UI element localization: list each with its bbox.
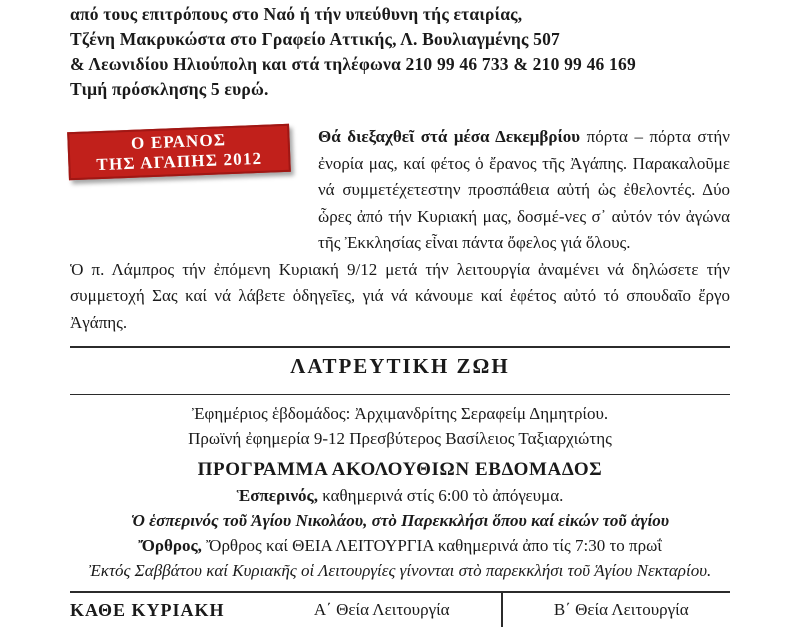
efimerios-line: Ἐφημέριος ἑβδομάδος: Ἀρχιμανδρίτης Σεραφείμ Δημητρίου. [191, 404, 609, 423]
contact-line-4: Τιμή πρόσκλησης 5 ευρώ. [70, 79, 269, 99]
contact-line-2: Τζένη Μακρυκώστα στο Γραφείο Αττικής, Λ. Βουλιαγμένης 507 [70, 29, 561, 49]
esperinos-text: καθημερινά στίς 6:00 τὸ ἀπόγευμα. [317, 486, 564, 505]
sunday-label: ΚΑΘΕ ΚΥΡΙΑΚΗ [70, 600, 225, 620]
program-row-note: Ἐκτός Σαββάτου καί Κυριακῆς οἱ Λειτουργίες γίνονται στὸ παρεκκλήσι τοῦ Ἁγίου Νεκταρίου. [88, 561, 712, 580]
orthros-text: Ὄρθρος καί ΘΕΙΑ ΛΕΙΤΟΥΡΓΙΑ καθημερινά ἀπο τίς 7:30 το πρωΐ [201, 536, 662, 555]
program-row-orthros [70, 533, 730, 558]
table-row [70, 593, 730, 627]
program-row-esperinos [70, 483, 730, 508]
table-vertical-divider [501, 593, 503, 627]
program-row-agios-nikolaos: Ὁ ἑσπερινός τοῦ Ἁγίου Νικολάου, στὸ Παρεκκλήσι ὅπου καί εἰκών τοῦ ἁγίου [130, 511, 670, 530]
eranos-bold-lead: Θά διεξαχθεῖ στά μέσα Δεκεμβρίου [318, 127, 581, 146]
program-heading: ΠΡΟΓΡΑΜΜΑ ΑΚΟΛΟΥΘΙΩΝ ΕΒΔΟΜΑΔΟΣ [197, 459, 603, 480]
orthros-label: Ὄρθρος, [138, 536, 202, 555]
eranos-badge [67, 124, 291, 180]
eranos-badge-line-1: Ο ΕΡΑΝΟΣ [130, 130, 227, 153]
sunday-liturgy-2: Β΄ Θεία Λειτουργία [553, 600, 689, 619]
latreutiki-title: ΛΑΤΡΕΥΤΙΚΗ ΖΩΗ [290, 354, 510, 378]
contact-block [70, 0, 730, 102]
esperinos-label: Ἑσπερινός, [236, 486, 318, 505]
sunday-liturgy-1: Α΄ Θεία Λειτουργία [313, 600, 450, 619]
contact-line-3: & Λεωνιδίου Ηλιούπολη και στά τηλέφωνα 210 99 46 733 & 210 99 46 169 [70, 54, 636, 74]
eranos-badge-line-2: ΤΗΣ ΑΓΑΠΗΣ 2012 [96, 148, 263, 175]
eranos-paragraph-1-rest: πόρτα – πόρτα στήν ἐνορία μας, καί φέτος ὁ ἔρανος τῆς Ἀγάπης. Παρακαλοῦμε νά συμμετέχετεστην προσπάθεια αὐτή ὡς ἐθελοντές. Δύο ὧρες ἀπό τήν Κυριακή μας, δοσμέ-νες σ᾽ αὐτόν τόν ἀγώνα τῆς Ἐκκλησίας εἶναι πάντα ὄφελος γιά ὅλους. [318, 127, 730, 252]
eranos-section [70, 124, 730, 336]
proini-efimeria-line: Πρωϊνή ἐφημερία 9-12 Πρεσβύτερος Βασίλειος Ταξιαρχιώτης [188, 429, 612, 448]
contact-line-1: από τους επιτρόπους στο Ναό ή τήν υπεύθυνη τής εταιρίας, [70, 4, 523, 24]
eranos-paragraph-2: Ὁ π. Λάμπρος τήν ἐπόμενη Κυριακή 9/12 μετά τήν λειτουργία ἀναμένει νά δηλώσετε τήν συμμετοχή Σας καί νά λάβετε ὁδηγεῖες, γιά νά κάνουμε καί ἐφέτος αὐτό τό σπουδαῖο ἔργο Ἀγάπης. [70, 259, 730, 332]
